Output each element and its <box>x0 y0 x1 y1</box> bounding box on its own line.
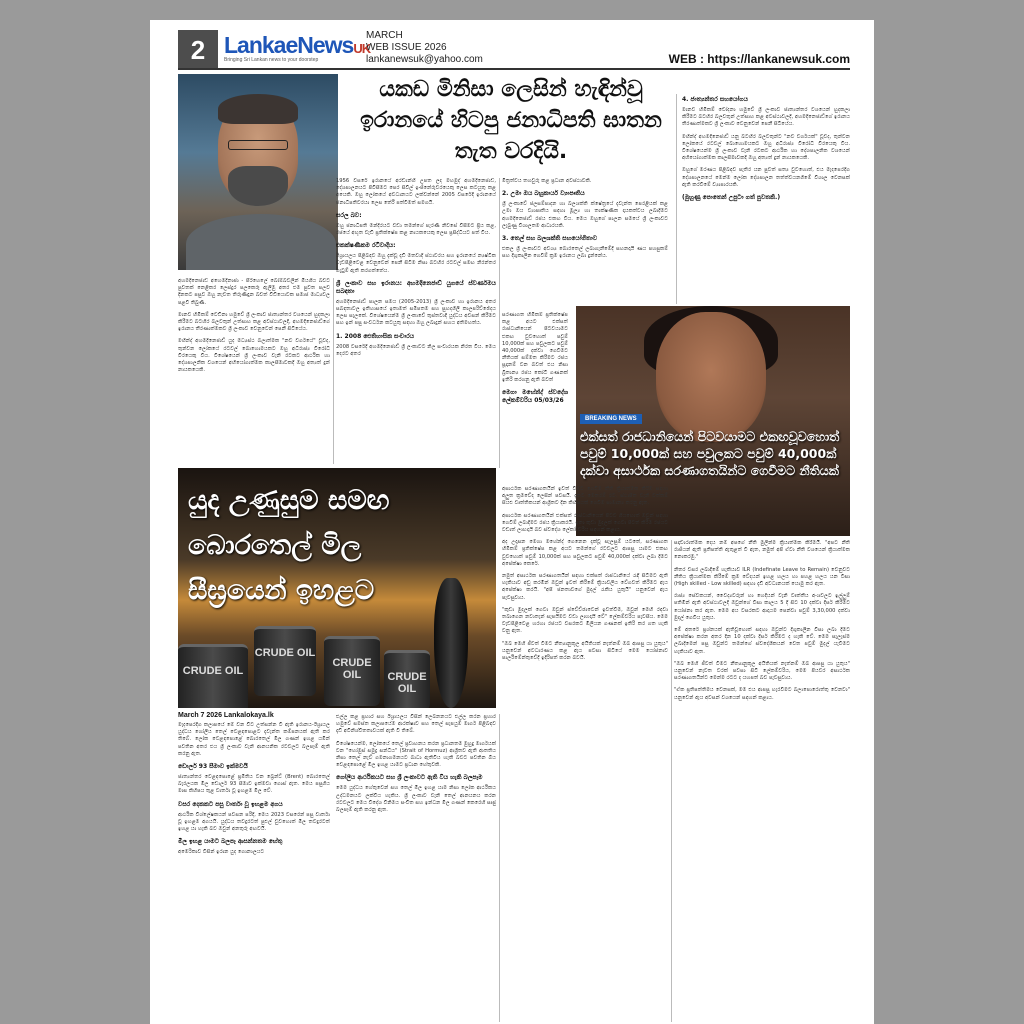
contact-email[interactable]: lankanewsuk@yahoo.com <box>366 54 483 65</box>
lead-column-2 <box>336 178 496 464</box>
oil-barrel <box>254 626 316 696</box>
author-byline: මෙගා මහේන්ද් ස්වදේශ ලේකම්වරිය 05/03/26 <box>502 389 568 405</box>
paragraph: මහින්ද් අහමදිනෙජාඩ් යුද මධ්‍යස්ථ බලාත්මක "නව වර්ගයේ" වූවද, තුන්වන ලෝකයේ රටවල් බොහොමයකට ඔහු අධිරාජ්‍ය විරෝධී විරයෙකු විය. විශේෂයෙන් ශ්‍රී ලංකාව වැනි රටකට ආර්ථික හා දේශපාලනික වශයෙන් අභියෝගාත්මක කාලසීමාවකදී ඔහු අත්‍යත් දුන් නායකයෙකි. <box>178 338 330 374</box>
paragraph: මානව හිමිකම් වෙඩිනා හමුවේ ශ්‍රී ලංකාව ජාත්‍යන්තර වශයෙන් හුදකලා කිරීමට බටහිර බලවතුන් උත්සාහ කළ අවස්ථාවලදී, අහමදිනෙජාඩ්ගේ ඉරානය තීරණාත්මකව ශ්‍රී ලංකාව වෙනුවෙන් පෙනී සිටියේය. <box>178 311 330 333</box>
paragraph: මානව හිමිකම් චෝදනා හමුවේ ශ්‍රී ලංකාව ජාත්‍යන්තර වශයෙන් හුදකලා කිරීමට බටහිර බලවතුන් උත්සාහ කළ අවස්ථාවලදී, අහමදිනෙජාඩ්ගේ ඉරානය තීරණාත්මකව ශ්‍රී ලංකාව වෙනුවෙන් පෙනී සිටියේය. <box>682 107 850 128</box>
subheading: ගෝලීය ආර්ථිකයට සහ ශ්‍රී ලංකාවට ඇති විය හැකි බලපෑම <box>336 774 483 782</box>
oil-photo-caption: March 7 2026 Lankalokaya.lk <box>178 712 274 719</box>
subheading: මිල ඉහළ යාමට බලපෑ ආසන්නතම හේතු <box>178 838 283 846</box>
subheading: 3. තෙල් සහ බලශක්ති සහයෝගිතාව <box>502 235 598 243</box>
paragraph: 1956 වසරේ ඉරානයේ අරඩාන්හි උපත ලද මහමුද් අහමදිනෙජාඩ්, දේශපාලනයට පිවිසීමට පෙර සිවිල් ඉංජිනේරුවරයෙකු ලෙස කටයුතු කළ අයෙකි. ඔහු ලෝකයේ අවධානයට ලක්වන්නේ 2005 වසරේදී ඉරානයේ ජනාධිපතිවරයා ලෙස තේරී පත්වීමත් සමගයි. <box>336 178 496 206</box>
logo-tagline: Bringing Sri Lankan news to your doorstep <box>224 57 319 63</box>
paragraph: එල්ල කළ ප්‍රහාර සහ ඊශ්‍රායලය විසින් ලෙබනනයට එල්ල කරන ප්‍රහාර හමුවේ සමස්ත කලාපයේම ආරක්ෂාව සහ තෙල් සැපයුම් මාර්ග පිළිබඳව දැඩි අවිනිශ්චිතතාවයක් ඇති වී තිබේ. <box>336 714 496 735</box>
breaking-headline: එක්සත් රාජධානියෙන් පිටවයාමට එකඟවූවහොත් පවුම් 10,000ක් සහ පවුලකට පවුම් 40,000ක් දක්වා අසාර්ථක සරණාගතයින්ට ගෙවීමට නීතියක් <box>580 429 840 478</box>
paragraph: සදාචාරාත්මක දෙය නම් අපගේ නීති මුලින්ම ක්‍රියාත්මක කිරීමයි. "අපට නීති රාජියන් ඇති ප්‍රතිපත්ති ඇතුළත් වී ඇත, නමුත් අපි ඒවා නීති වශයෙන් ක්‍රියාත්මක නොකරමු." <box>674 540 850 561</box>
oil-story-banner <box>178 468 496 708</box>
subheading: 1. 2008 ඓතිහාසික සංචාරය <box>336 332 415 340</box>
column-rule <box>671 540 672 1022</box>
barrel-label: CRUDE OIL <box>182 665 244 677</box>
paragraph: අසාර්ථක සරණාගතයින් ඉවත් වීමට ගෙවීම නීති ක්‍රියාත්මක කිරීම සඳහා අලුත ක්‍රමවේද ලෙසින් පවසයි. දැනට මෙතරම් රට. ස්ථාපිත වැනි වත්කම් සියළු වෘත්තිකයන් ආශ්‍රිතව දින කිහිපයක් ගෙවීම සාමාන්‍ය කරනු ඇත. <box>502 486 668 507</box>
paragraph: අද උදෑසන මෙගා මහේන්ද් ගෙනෙන දැක්වූ සැලසුම් යටතේ, සරණාගත හිමිකම් ප්‍රතික්ෂේප කළ අයට තමන්ගේ රටවලට ආපසු යාමට එකඟ වුවහොත් පවුම් 10,000ක් සහ පවුලකට පවුම් 40,000ක් දක්වා ලබා දීමට අපේක්ෂා කෙරේ. <box>502 539 668 567</box>
oil-banner-line: බොරතෙල් මිල <box>188 530 362 561</box>
paragraph: ජාත්‍යන්තර වෙළඳපොළේ ප්‍රමිතිය වන බ්‍රෙන්ට් (Brent) බොරතෙල් බැරලයක මිල ඩොලර් 93 සීමාව ඉක්මවා ගොස් ඇත. මෙය පසුගිය මාස කිහිපය තුළ වාර්තා වූ ඉහළම මිල වේ. <box>178 774 330 795</box>
header-divider <box>178 68 850 70</box>
lead-column-1 <box>178 278 330 464</box>
oil-barrel <box>178 644 248 708</box>
paragraph: මහින්ද් අහමදිනෙජාඩ් යනු බටහිර බලවතුන්ට "නව වර්ගයක්" වූවද, තුන්වන ලෝකයේ රටවල් බොහොමයකට ඔහු අධිරාජ්‍ය විරෝධී විරයෙකු විය. විශේෂයෙන්ම ශ්‍රී ලංකාව වැනි රටකට ආර්ථික හා දේශපාලනික වශයෙන් අභියෝගාත්මක කාලසීමාවකදී ඔහු අත්‍යත් දුන් නායකයෙකි. <box>682 133 850 162</box>
paragraph: ඔහු ජනාධිපති මන්දිරයට වඩා තමන්ගේ පැරණි නිවසේ විසීමට ප්‍රිය කළ, රජයේ අභූත වැඩි ප්‍රතික්ෂේප කළ නායකයෙකු ලෙස ප්‍රසිද්ධියට පත් විය. <box>336 222 496 237</box>
paragraph: ආර්ථික විශ්ලේෂකයන් පවසන පරිදි, මෙය 2023 වසරෙන් පසු වාර්තා වූ ඉහළම අගයයි. යුද්ධය තවදුරටත් පුළුල් වුවහොත් මිල තවදුරටත් ඉහළ යා හැකි බව ඔවුන් අනතුරු අඟවයි. <box>178 811 330 833</box>
paragraph: ඔහුගේ මරණය පිළිබඳව පැතිර යන පුවත් සත්‍ය වුවහොත්, එය මැදපෙරදිග දේශපාලනයේ මෙන්ම ලෝක දේශපාලන තත්ත්වයනගිමේ විශාල වෙනසක් ඇති කරවීමේ ව්‍යාපාරයකි. <box>682 167 850 188</box>
breaking-side-column <box>502 312 568 482</box>
breaking-column-1 <box>502 486 668 1022</box>
website-link[interactable]: WEB : https://lankanewsuk.com <box>668 52 850 66</box>
breaking-news-badge: BREAKING NEWS <box>580 414 642 424</box>
paragraph: "ඔබ මෙහි ජීවත් වීමට නීත්‍යානුකූල අයිතියක් නැත්නම් ඔබ ආපසු යා යුතුය" යනුවෙන් නැවත වරක් පවසා සිටි ලේකම්වරිය, මෙම පියවර අසාර්ථක සරණාගතයින්ට මෙන්ම රටට ද යහපත් බව පැවසුවාය. <box>674 660 850 682</box>
barrel-label: CRUDE OIL <box>332 657 372 681</box>
page-number: 2 <box>178 30 218 70</box>
column-rule <box>676 94 677 304</box>
lead-column-4 <box>682 94 850 324</box>
subheading: සරල බව: <box>336 211 362 219</box>
paragraph: "ඒක ප්‍රතිපත්තිමය වෙනසක්, මම එය ආපසු හැරවීමට බලාපොරොත්තු වෙනවා" යනුවෙන් ඇය අවසන් වශයෙන් සඳහන් කළාය. <box>674 687 850 701</box>
paragraph: සරණාගත හිමිකම් ප්‍රතික්ෂේප කළ අයට එක්සත් රාජධානියෙන් පිටවයාමට එකඟ වුවහොත් පවුම් 10,000ක් සහ පවුලකට පවුම් 40,000ක් දක්වා ගෙවීමට නීතියක් සම්මත කිරීමට රජය සූදානම් වන බවත් එය නිසා බ්‍රිතාන්‍ය රජය කෝටි ගණනක් ඉතිරි කරගනු ඇති බවත් <box>502 312 568 383</box>
oil-barrel <box>324 636 380 706</box>
oil-column-2 <box>336 714 496 1022</box>
paragraph: 2008 වසරේදී අහමදිනෙජාඩ් ශ්‍රී ලංකාවට නිල සංචාරයක නිරත විය. මෙය දෙරට අතර <box>336 343 496 357</box>
lead-story-photo <box>178 74 338 270</box>
paragraph: විශේෂයෙන්ම, ලෝකයේ තෙල් ප්‍රවාහනය කරන ප්‍රධානතම මුහුදු මාර්ගයක් වන "හෝමුස් සමුද්‍ර සන්ධිය" (Strait of Hormuz) ආශ්‍රිතව ඇති ආතතිය නිසා තෙල් නැව් ගමනාගමනයට බාධා ඇතිවිය හැකි බවට පවතින බිය වෙළඳපොළේ මිල ඉහළ යාමට ප්‍රධාන හේතුවකි. <box>336 740 496 769</box>
logo-text: LankaeNews <box>224 32 354 58</box>
oil-drip-graphic <box>434 578 468 708</box>
paragraph: නමුත් අසාර්ථක සරණාගතයින් සඳහා එක්සත් රාජධානියේ රැඳී සිටීමට ඇති හැකියාව අඩු කරමින් ඔවුන් ඉවත් කිරීමේ ක්‍රියාවලිය වේගවත් කිරීමට ඇය අපේක්ෂා කරයි. "අපි ජනතාවගේ මුදල් රැකිය යුතුයි" යනුවෙන් ඇය පැවසුවාය. <box>502 573 668 601</box>
subheading: ශ්‍රී ලංකාව සහ ඉරානය: අහමදිනෙජාඩ් යුගයේ ස්වර්ණමය සබඳතා <box>336 279 496 295</box>
paragraph: මෙම යුද්ධය හේතුවෙන් සහ තෙල් මිල ඉහළ යාම නිසා ලෝක ආර්ථිකය උද්ධමනයට ලක්විය හැකිය. ශ්‍රී ලංකාව වැනි තෙල් ආනයනය කරන රටවලට මෙය විදේශ විනිමය සංචිත සහ ඉන්ධන මිල ගණන් කෙරෙහි සෘජු බලපෑම් ඇති කරනු ඇත. <box>336 785 496 814</box>
oil-banner-line: යුද උණුසුම සමඟ <box>188 485 390 516</box>
issue-label: WEB ISSUE 2026 <box>366 42 447 53</box>
oil-banner-line: සීඝ්‍රයෙන් ඉහළට <box>188 575 375 606</box>
lead-column-3 <box>502 178 668 302</box>
subheading: එකක්ෂණිකම රටිවාදිය: <box>336 242 396 250</box>
column-rule <box>499 714 500 1022</box>
paragraph: අහමදිනෙජාඩ් පාලන සමය (2005-2013) ශ්‍රී ලංකාව හා ඉරානය අතර සබඳතාවල ඉතිහාසයේ ඉතාමත් සමීපතම සහ සුහදශීලී කාලපරිච්ඡේදය ලෙස සැලකේ. විශේෂයෙන්ම ශ්‍රී ලංකාවේ තුස්තවාදී යුද්ධය අවසන් කිරීමට සහ ඉන් පසු සංවර්ධන කටයුතු සඳහා ඔහු ලබාදුන් සහය අතිමහත්ය. <box>336 298 496 327</box>
paragraph: අමෙරිකාව විසින් ඉරාන යුද ගොනාලයට <box>178 849 265 856</box>
logo-suffix: UK <box>353 41 371 56</box>
paragraph: "කුඩා මුදලක් ගෙවා ඔවුන් ස්වේච්ඡාවෙන් ඉවත්වීම, ඔවුන් මෙහි රඳවා තබාගෙන නවාතැන් සැපයීමට වඩා ලාභදායී වේ" ලේකම්වරිය පැවසීය. මෙම වැඩපිළිවෙළ හරහා රජයට වසරකට මිලියන ගණනක් ඉතිරි කර ගත හැකි වනු ඇත. <box>502 606 668 635</box>
issue-info <box>366 30 483 66</box>
column-rule <box>333 278 334 464</box>
oil-column-1 <box>178 722 330 1022</box>
barrel-label: CRUDE OIL <box>254 647 316 659</box>
subheading: වසර දෙකකට පසු වාර්තා වූ ඉහළම අගය <box>178 800 283 808</box>
barrel-label: CRUDE OIL <box>387 671 427 695</box>
paragraph: නිතර වසර ලබාදීමේ හැකියාව ILR (Indefinate Leave to Remain) වෙනුවට නීතිය ක්‍රියාත්මක කිරීමේ ක්‍රම වේදයන් ඉහළ හලය හා පහළ හලය යන වීසා (High skilled - Low skilled) සඳහා දැඩි අවධානයක් යොමු කර ඇත. <box>674 566 850 588</box>
subheading: 2. උමා ඔය බහුකාර්ය ව්‍යාපෘතිය <box>502 190 585 198</box>
issue-month: MARCH <box>366 30 403 41</box>
subheading: 4. ජාත්‍යන්තර සහයෝගය <box>682 96 748 103</box>
paragraph: මැදපෙරදිග කලාපයේ මේ වන විට උත්සන්න වී ඇති ඉරානය-ඊශ්‍රායල යුද්ධය ගෝලීය තෙල් වෙළඳපොළට දැවැන්ත කම්පනයක් ඇති කර තිබේ. ලෝක වෙළඳපොළේ බොරතෙල් මිල ගණන් ඉහළ යමින් පවතින අතර එය ශ්‍රී ලංකාව වැනි ආනයනික රටවලට බලපෑම් ඇති කරනු ඇත. <box>178 722 330 757</box>
source-credit: (මුහුණු පොතෙන් උපුටා ගත් පුවතකි.) <box>682 194 781 202</box>
paragraph: "ඔබ මෙහි ජීවත් වීමට නීත්‍යානුකූල අයිතියක් නැත්නම් ඔබ ආපසු යා යුතුය" යනුවෙන් අවධාරණය කළ ඇය පවසා සිටියේ මෙම යෝජනාව පාර්ලිමේන්තුවේදී ඉදිරිපත් කරන බවයි. <box>502 640 668 662</box>
paragraph: රාජ්‍ය සේවකයන්, වෛද්‍යවරුන් හා හෙදියන් වැනි වෘත්තීය අංශවලට ඉල්ලුම් පතිමින් ඇති අවස්ථාවලදී ඔවුන්ගේ වීසා කාලය 5 දී සිට 10 දක්වා දීර්ඝ කිරීමට යෝජනා කර ඇත. මෙම අය වසරකට ආදායම පෙන්වා පවුම් 3,30,000 දක්වා මුදල් ගෙවිය යුතුය. <box>674 593 850 621</box>
paragraph: මිත්‍රත්වය තහවුරු කළ ප්‍රධාන අවස්ථාවකි. <box>502 178 592 184</box>
site-logo[interactable] <box>224 32 371 68</box>
column-rule <box>499 178 500 468</box>
photo-caption-text: අහමදිනෙජාඩ් අහෙමදිනාජා - පිරිහෙලේ බෝම්බවලින් මියගිය බවට පුවතක් නෙළිකර ලෙස්දුර පලකෙරූ ඇලිමු අතර එම පුවත පලව දිනකට පසුව ඔහු නැවත තිරුණිඳුන බවත් විඩියොවක සමාජ මාධ්‍යවල පළවී තිබුණි. <box>178 278 330 306</box>
paragraph: එකල ශ්‍රී ලංකාවට අවශ්‍ය බොරතෙල් ලබාගැනීමේදී සහනදායී ණය පහසුකම් සහ දිගුකාලීන ගෙවීම් ක්‍රම ඉරානය ලබා දුන්නේය. <box>502 246 668 260</box>
paragraph: ඊශ්‍රායලය පිළිබඳව ඔහු දැක්වූ දැඩි මතවාදී ස්ථාවරය සහ ඉරානයේ න්‍යෂ්ටික වැඩපිළිවෙළ වෙනුවෙන් පෙනී සිටීම නිසා බටහිර රටවල් සමඟ නිරන්තර ගැටුම් ඇති කරගත්තේය. <box>336 253 496 274</box>
subheading: ඩොලර් 93 සීමාව ඉක්මවයි <box>178 763 248 771</box>
breaking-column-2 <box>674 540 850 1022</box>
oil-barrel <box>384 650 430 708</box>
paragraph: මේ අතරේ ප්‍රශ්නයක් ඇතිවූහොත් සඳහා ඔවුන්ට දිගුකාලීන විසා ලබා දීමට අපේක්ෂා කරන අතර දින 10 දක්වා දීර්ඝ කිරීමට ද හැකි වේ. මෙම සැලැස්ම ලබාදීමෙන් පසු ඔවුන්ට තමන්ගේ ස්වදේශිකයන් වෙත පවුම් මුදල් යැවීමට හැකියාව ඇත. <box>674 627 850 655</box>
lead-headline: යකඩ මිනිසා ලෙසින් හැඳින්වූ ඉරානයේ හිටපු ජනාධිපති ඝාතන තැත වරදියි. <box>360 77 662 164</box>
newspaper-page <box>150 20 874 1024</box>
paragraph: ශ්‍රී ලංකාවේ ජලසම්පාදන හා බලශක්ති ක්ෂේත්‍රයේ දැවැන්ත පෙරළියක් කළ උමා ඔය ව්‍යාපෘතිය සඳහා මූල්‍ය හා තාක්ෂණික දායකත්වය ලබාදීමට අහමදිනෙජාඩ් රජය එකඟ විය. මෙය ඔහුගේ පාලන සමයේ ශ්‍රී ලංකාවට ලැබුණු විශාලතම ආධාරයකි. <box>502 201 668 229</box>
paragraph: අසාර්ථක සරණාගතයින් එක්සත් රාජධානියෙන් පිටව ගියහොත් ඔවුන් සඳහා ගෙවීම් ලබාදීමට රජය ක්‍රියාකරයි. ඉතා කුඩා මුදලක් ගෙවා පිටත් කිරීම රජයට වඩාත් ලාභදායී බව ස්වදේශ ලේකම්වරිය සඳහන් කළාය. <box>502 512 668 534</box>
